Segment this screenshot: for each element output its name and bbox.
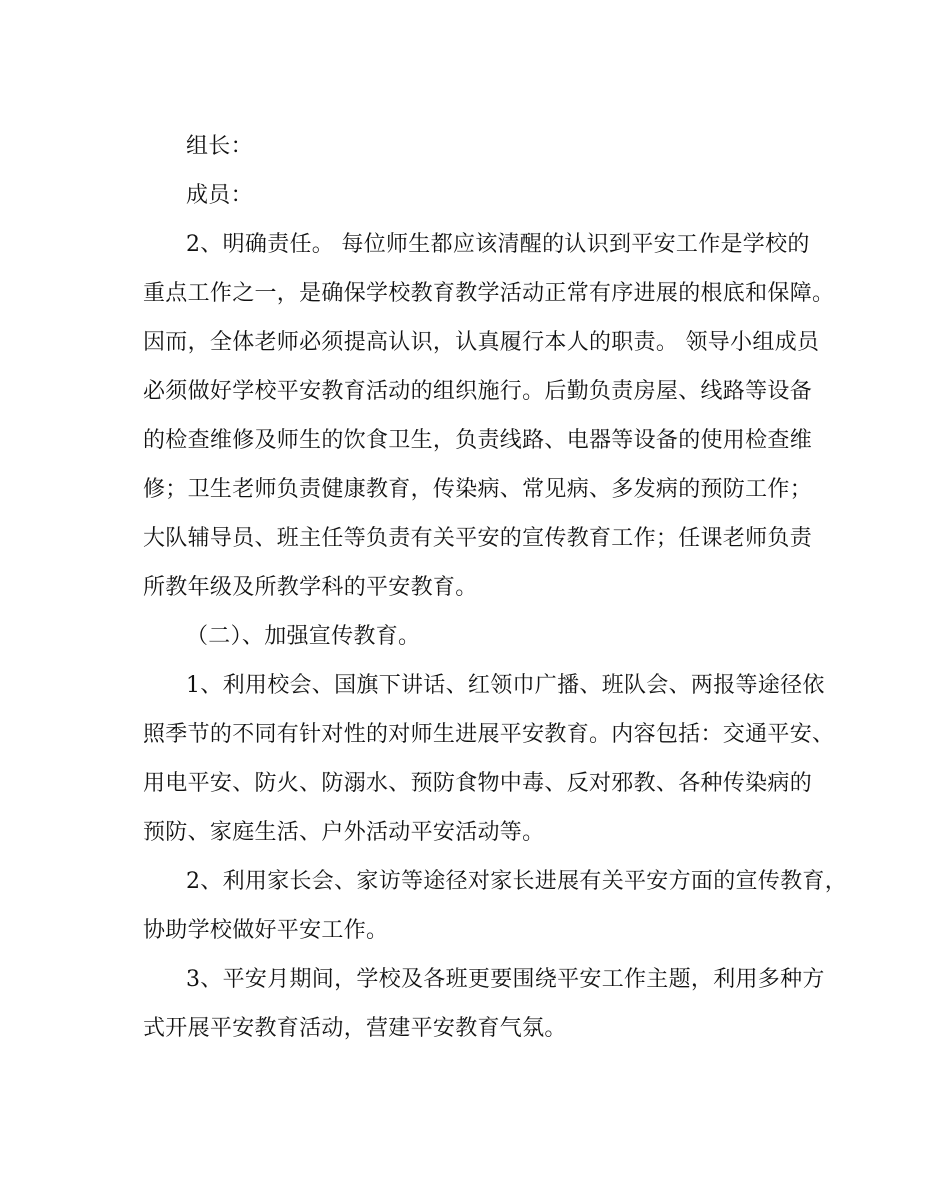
text-line-item-3-start: 3、平安月期间，学校及各班更要围绕平安工作主题，利用多种方 — [186, 967, 825, 992]
text-line: 预防、家庭生活、户外活动平安活动等。 — [143, 820, 545, 845]
text-line: 协助学校做好平安工作。 — [143, 918, 389, 943]
text-line-members: 成员： — [186, 183, 253, 208]
text-line: 照季节的不同有针对性的对师生进展平安教育。内容包括：交通平安、 — [143, 722, 835, 747]
text-line-section-2-start: 2、明确责任。 每位师生都应该清醒的认识到平安工作是学校的 — [186, 232, 810, 257]
text-line: 用电平安、防火、防溺水、预防食物中毒、反对邪教、各种传染病的 — [143, 771, 813, 796]
text-line: 大队辅导员、班主任等负责有关平安的宣传教育工作；任课老师负责 — [143, 526, 813, 551]
text-line: 修；卫生老师负责健康教育，传染病、常见病、多发病的预防工作； — [143, 477, 813, 502]
text-line: 因而，全体老师必须提高认识，认真履行本人的职责。 领导小组成员 — [143, 330, 820, 355]
text-line: 必须做好学校平安教育活动的组织施行。后勤负责房屋、线路等设备 — [143, 379, 813, 404]
text-line: 式开展平安教育活动，营建平安教育气氛。 — [143, 1016, 567, 1041]
text-line: 的检查维修及师生的饮食卫生，负责线路、电器等设备的使用检查维 — [143, 428, 813, 453]
text-line-leader: 组长： — [186, 134, 253, 159]
text-line: 所教年级及所教学科的平安教育。 — [143, 575, 478, 600]
text-line-item-2-start: 2、利用家长会、家访等途径对家长进展有关平安方面的宣传教育， — [186, 869, 847, 894]
text-line-item-1-start: 1、利用校会、国旗下讲话、红领巾广播、班队会、两报等途径依 — [186, 673, 825, 698]
section-heading: （二）、加强宣传教育。 — [186, 624, 421, 649]
text-line: 重点工作之一，是确保学校教育教学活动正常有序进展的根底和保障。 — [143, 281, 835, 306]
